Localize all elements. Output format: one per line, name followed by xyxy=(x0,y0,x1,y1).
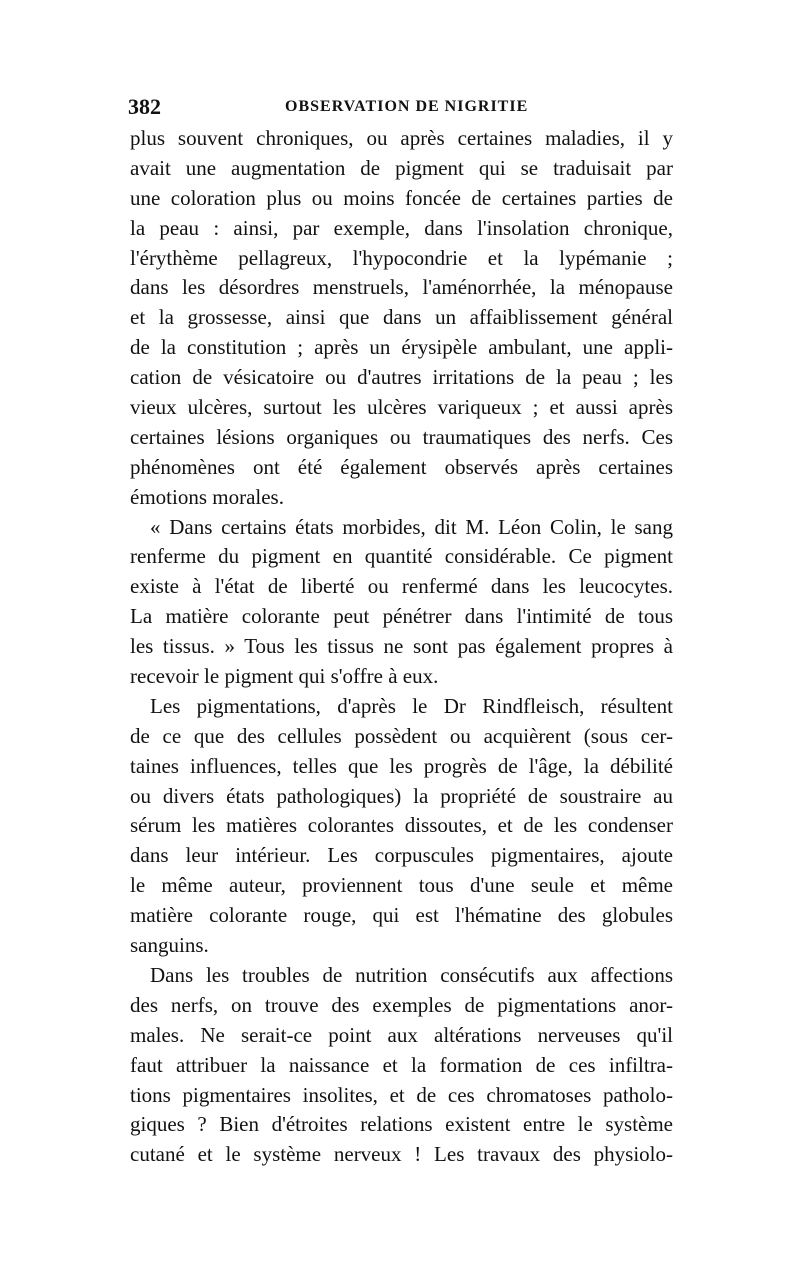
running-title: OBSERVATION DE NIGRITIE xyxy=(285,98,529,115)
text-line: une coloration plus ou moins foncée de certaines parties de xyxy=(130,185,673,210)
text-line: Les pigmentations, d'après le Dr Rindfleisch, résultent xyxy=(150,693,673,718)
text-line: faut attribuer la naissance et la formation de ces infiltra- xyxy=(130,1052,673,1077)
text-line: phénomènes ont été également observés après certaines xyxy=(130,454,673,479)
text-line: taines influences, telles que les progrès de l'âge, la débilité xyxy=(130,753,673,778)
text-line: sérum les matières colorantes dissoutes, et de les condenser xyxy=(130,813,673,838)
text-line: ou divers états pathologiques) la propriété de soustraire au xyxy=(130,783,673,808)
text-line: et la grossesse, ainsi que dans un affaiblissement général xyxy=(130,305,673,330)
text-line: cation de vésicatoire ou d'autres irritations de la peau ; les xyxy=(130,365,673,390)
text-line: de la constitution ; après un érysipèle ambulant, une appli- xyxy=(130,335,673,360)
text-line: « Dans certains états morbides, dit M. Léon Colin, le sang xyxy=(150,514,673,539)
text-line: la peau : ainsi, par exemple, dans l'insolation chronique, xyxy=(130,215,673,240)
text-line: cutané et le système nerveux ! Les travaux des physiolo- xyxy=(130,1142,673,1167)
text-line: dans les désordres menstruels, l'aménorrhée, la ménopause xyxy=(130,275,673,300)
text-line: tions pigmentaires insolites, et de ces chromatoses patholo- xyxy=(130,1082,673,1107)
text-line: recevoir le pigment qui s'offre à eux. xyxy=(130,664,439,689)
text-line: La matière colorante peut pénétrer dans l'intimité de tous xyxy=(130,604,673,629)
text-line: le même auteur, proviennent tous d'une seule et même xyxy=(130,873,673,898)
text-line: les tissus. » Tous les tissus ne sont pas également propres à xyxy=(130,634,673,659)
text-line: existe à l'état de liberté ou renfermé dans les leucocytes. xyxy=(130,574,673,599)
text-line: giques ? Bien d'étroites relations existent entre le système xyxy=(130,1112,673,1137)
text-line: certaines lésions organiques ou traumatiques des nerfs. Ces xyxy=(130,424,673,449)
body-text xyxy=(130,124,673,1170)
text-line: l'érythème pellagreux, l'hypocondrie et la lypémanie ; xyxy=(130,245,673,270)
text-line: Dans les troubles de nutrition consécutifs aux affections xyxy=(150,962,673,987)
text-line: vieux ulcères, surtout les ulcères variqueux ; et aussi après xyxy=(130,395,673,420)
text-line: de ce que des cellules possèdent ou acquièrent (sous cer- xyxy=(130,723,673,748)
text-line: plus souvent chroniques, ou après certaines maladies, il y xyxy=(130,126,673,150)
text-line: émotions morales. xyxy=(130,484,284,509)
text-line: sanguins. xyxy=(130,933,209,958)
text-line: avait une augmentation de pigment qui se traduisait par xyxy=(130,155,673,180)
text-line: des nerfs, on trouve des exemples de pigmentations anor- xyxy=(130,992,673,1017)
text-line: renferme du pigment en quantité considérable. Ce pigment xyxy=(130,544,673,569)
page-header xyxy=(128,94,676,124)
text-line: matière colorante rouge, qui est l'hématine des globules xyxy=(130,903,673,928)
page-number: 382 xyxy=(128,94,161,119)
text-line: males. Ne serait-ce point aux altérations nerveuses qu'il xyxy=(130,1022,673,1047)
text-line: dans leur intérieur. Les corpuscules pigmentaires, ajoute xyxy=(130,843,673,868)
